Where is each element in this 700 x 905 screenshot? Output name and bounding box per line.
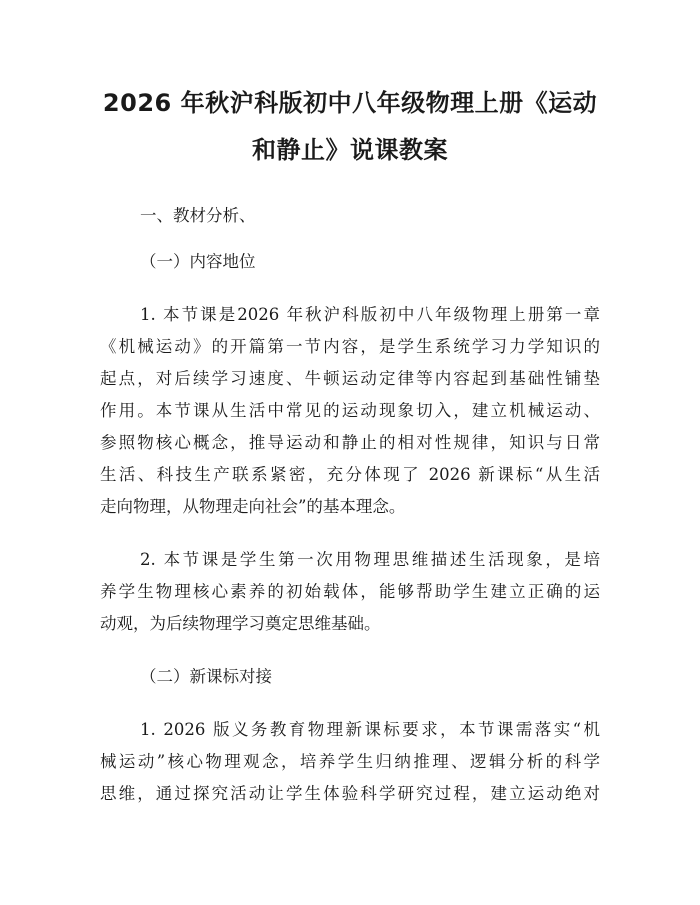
subsection-heading-content-position: （一）内容地位 [140, 252, 256, 271]
paragraph-content-position-1 [100, 299, 600, 523]
text-line: 1. 2026 版义务教育物理新课标要求，本节课需落实“机 [140, 720, 600, 739]
text-line: 生活、科技生产联系紧密，充分体现了 2026 新课标“从生活 [100, 465, 600, 484]
title-line-2: 和静止》说课教案 [252, 136, 448, 164]
title-line-1: 2026 年秋沪科版初中八年级物理上册《运动 [102, 89, 598, 117]
document-title [100, 0, 600, 174]
paragraph-content-position-2 [100, 544, 600, 640]
text-line: 1. 本节课是2026 年秋沪科版初中八年级物理上册第一章 [140, 305, 600, 324]
text-line: 2. 本节课是学生第一次用物理思维描述生活现象，是培 [140, 550, 600, 569]
text-line: 作用。本节课从生活中常见的运动现象切入，建立机械运动、 [100, 401, 600, 420]
text-line: 动观，为后续物理学习奠定思维基础。 [100, 614, 381, 633]
text-line: 走向物理，从物理走向社会”的基本理念。 [100, 497, 406, 516]
text-line: 起点，对后续学习速度、牛顿运动定律等内容起到基础性铺垫 [100, 369, 600, 388]
subsection-heading-curriculum-standards: （二）新课标对接 [140, 667, 272, 686]
text-line: 械运动”核心物理观念，培养学生归纳推理、逻辑分析的科学 [100, 752, 600, 771]
text-line: 《机械运动》的开篇第一节内容，是学生系统学习力学知识的 [100, 337, 600, 356]
text-line: 参照物核心概念，推导运动和静止的相对性规律，知识与日常 [100, 433, 600, 452]
text-line: 养学生物理核心素养的初始载体，能够帮助学生建立正确的运 [100, 582, 600, 601]
section-heading-teaching-material-analysis: 一、教材分析、 [140, 206, 256, 225]
paragraph-curriculum-standards-1 [100, 714, 600, 810]
text-line: 思维，通过探究活动让学生体验科学研究过程，建立运动绝对 [100, 784, 600, 803]
